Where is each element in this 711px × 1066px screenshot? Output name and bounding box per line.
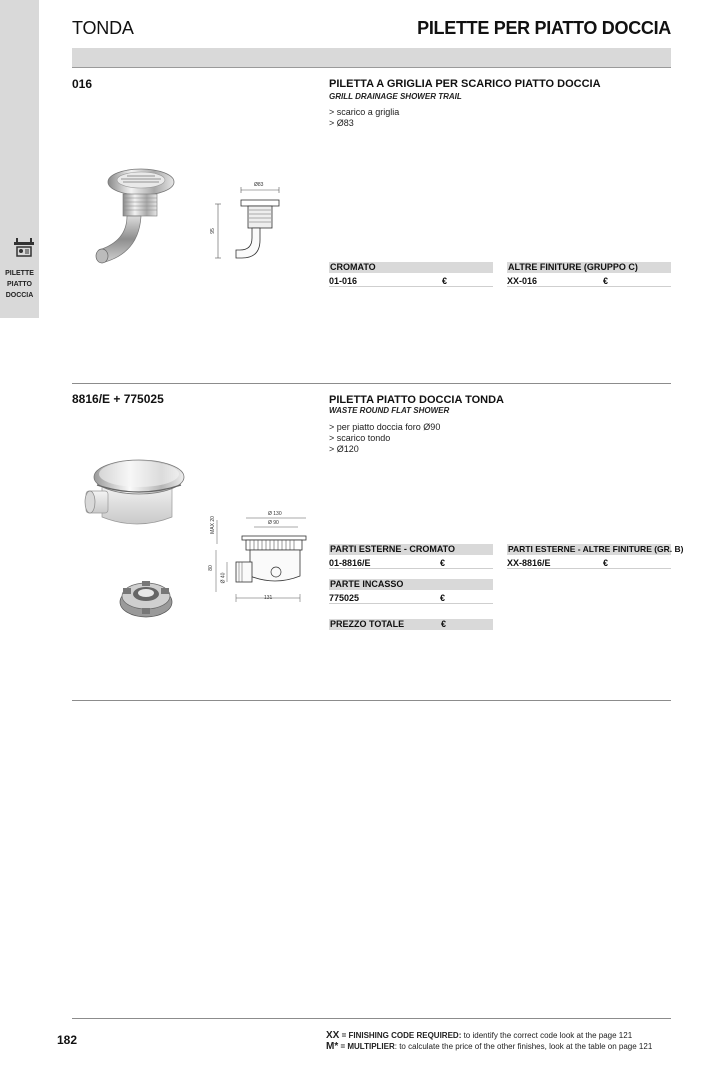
product-photo-grill-drain <box>85 160 185 270</box>
dimension-label: 95 <box>209 228 216 234</box>
section-divider <box>72 383 671 384</box>
dimension-label: Ø 130 <box>268 511 282 517</box>
price-currency: € <box>440 558 446 568</box>
side-label-line-2: PIATTO <box>6 281 33 288</box>
product-code: 016 <box>72 77 93 91</box>
header-band <box>72 48 671 68</box>
total-label: PREZZO TOTALE <box>330 619 405 629</box>
article-code: 01-016 <box>329 276 358 286</box>
section-divider <box>72 700 671 701</box>
feature-item: > scarico a griglia <box>329 107 400 117</box>
product-subtitle: WASTE ROUND FLAT SHOWER <box>329 406 450 415</box>
dimension-label: 131 <box>264 595 273 601</box>
dimension-label: Ø83 <box>254 182 264 188</box>
price-header: PARTI ESTERNE - CROMATO <box>329 544 493 555</box>
m-label: = MULTIPLIER <box>338 1042 395 1051</box>
m-key: M* <box>326 1041 339 1052</box>
price-currency: € <box>603 558 609 568</box>
price-row <box>329 592 493 604</box>
price-currency: € <box>441 619 447 629</box>
footer-note-multiplier <box>326 1041 652 1052</box>
price-header: CROMATO <box>329 262 493 273</box>
side-tab-label <box>0 268 39 301</box>
feature-item: > Ø83 <box>329 118 354 128</box>
article-code: XX-8816/E <box>507 558 551 568</box>
feature-item: > Ø120 <box>329 444 359 454</box>
dimension-label: Ø 90 <box>268 520 279 526</box>
side-label-line-1: PILETTE <box>5 270 34 277</box>
price-header: ALTRE FINITURE (GRUPPO C) <box>507 262 671 273</box>
page-number: 182 <box>57 1033 78 1047</box>
side-label-line-3: DOCCIA <box>5 292 34 299</box>
article-code: XX-016 <box>507 276 538 286</box>
price-row <box>329 275 493 287</box>
product-code: 8816/E + 775025 <box>72 392 164 406</box>
product-photo-embedded-part <box>115 572 177 624</box>
side-category-tab[interactable] <box>0 0 39 318</box>
article-code: 775025 <box>329 593 360 603</box>
product-title: PILETTA A GRIGLIA PER SCARICO PIATTO DOCCIA <box>329 78 601 90</box>
product-title: PILETTA PIATTO DOCCIA TONDA <box>329 394 504 406</box>
price-currency: € <box>442 276 448 286</box>
m-text: : to calculate the price of the other finishes, look at the table on page 121 <box>394 1042 653 1051</box>
footer-divider <box>72 1018 671 1019</box>
series-title: TONDA <box>72 18 134 38</box>
price-currency: € <box>440 593 446 603</box>
category-title: PILETTE PER PIATTO DOCCIA <box>417 18 671 38</box>
price-currency: € <box>603 276 609 286</box>
footer-note-xx <box>326 1030 632 1041</box>
xx-key: XX <box>326 1030 340 1041</box>
product-features <box>329 107 399 129</box>
price-row <box>329 557 493 569</box>
technical-drawing <box>208 180 288 262</box>
technical-drawing <box>206 510 306 602</box>
price-header: PARTI ESTERNE - ALTRE FINITURE (GR. B) <box>508 544 684 554</box>
price-row <box>507 275 671 287</box>
dimension-label: Ø 40 <box>220 572 227 584</box>
feature-item: > per piatto doccia foro Ø90 <box>329 422 441 432</box>
product-subtitle: GRILL DRAINAGE SHOWER TRAIL <box>329 92 462 101</box>
total-price-row <box>329 619 493 630</box>
product-features <box>329 422 440 455</box>
xx-label: = FINISHING CODE REQUIRED: <box>339 1031 462 1040</box>
xx-text: to identify the correct code look at the page 121 <box>461 1031 633 1040</box>
dimension-label: 80 <box>207 565 214 571</box>
shower-drain-icon <box>12 238 36 260</box>
product-photo-round-waste <box>82 455 190 535</box>
feature-item: > scarico tondo <box>329 433 391 443</box>
price-header: PARTE INCASSO <box>329 579 493 590</box>
price-row <box>507 557 671 569</box>
dimension-label: MAX 20 <box>209 516 216 534</box>
article-code: 01-8816/E <box>329 558 371 568</box>
